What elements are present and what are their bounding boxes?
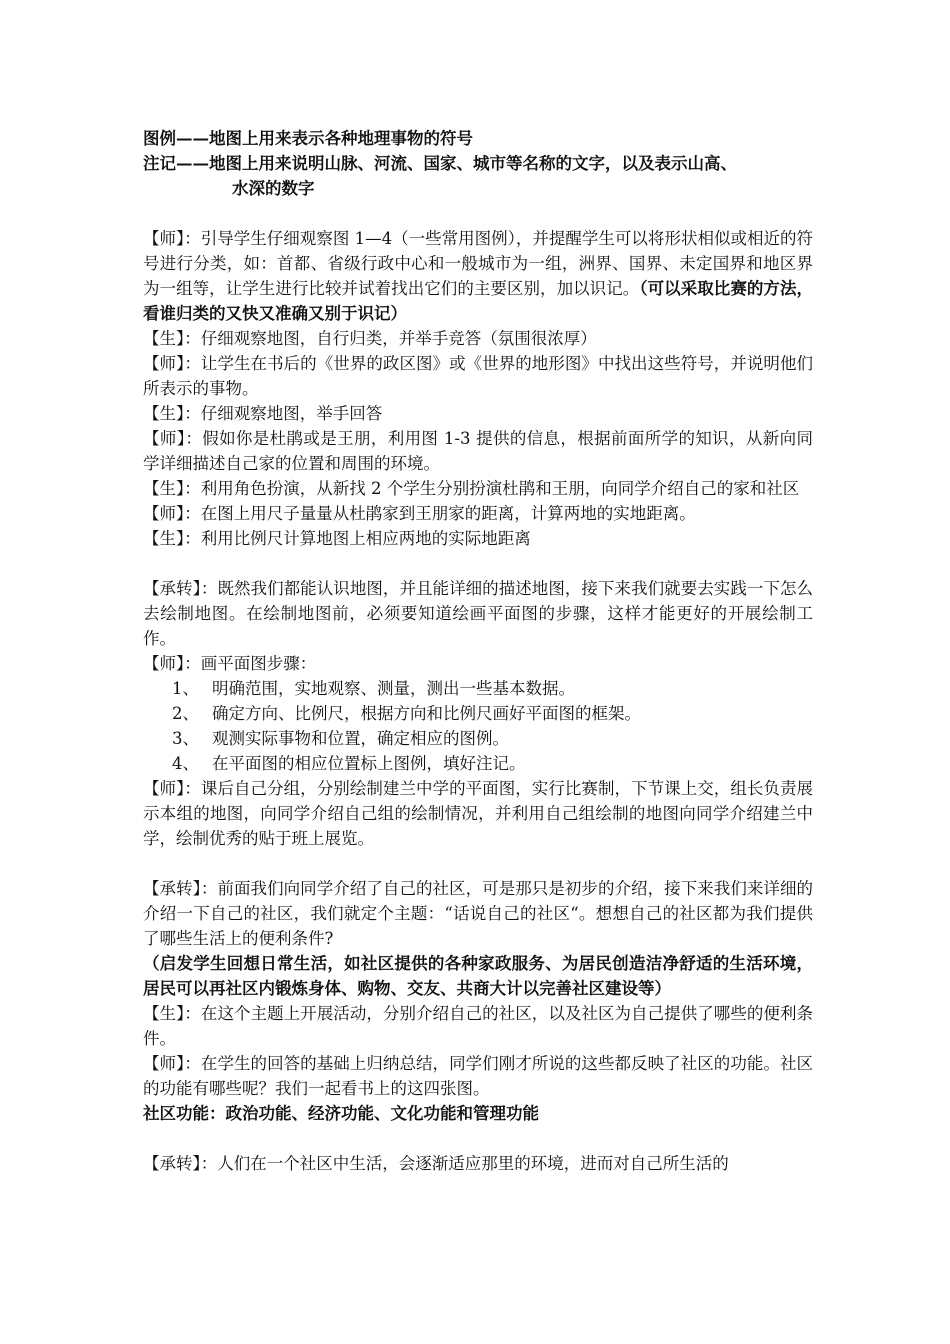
spacer — [143, 851, 813, 876]
step-text: 在平面图的相应位置标上图例，填好注记。 — [212, 754, 526, 773]
step-item — [143, 676, 813, 701]
step-text: 观测实际事物和位置，确定相应的图例。 — [212, 729, 509, 748]
transition-paragraph: 【承转】：既然我们都能认识地图，并且能详细的描述地图，接下来我们就要去实践一下怎么去绘制地图。在绘制地图前，必须要知道绘画平面图的步骤，这样才能更好的开展绘制工作。 — [143, 579, 813, 648]
step-number: 3、 — [172, 729, 199, 748]
document-body — [143, 126, 813, 1176]
teacher-instruction-text: 【师】：引导学生仔细观察图 1—4（一些常用图例），并提醒学生可以将形状相似或相近的符号进行分类，如：首都、省级行政中心和一般城市为一组，洲界、国界、未定国界和地区界为一组等，让学生进行比较并试着找出它们的主要区别，加以识记。 — [143, 229, 813, 298]
spacer — [143, 551, 813, 576]
teacher-paragraph: 【师】：假如你是杜鹃或是王朋，利用图 1-3 提供的信息，根据前面所学的知识，从新向同学详细描述自己家的位置和周围的环境。 — [143, 429, 813, 473]
transition-paragraph: 【承转】：人们在一个社区中生活，会逐渐适应那里的环境，进而对自己所生活的 — [143, 1154, 729, 1173]
teacher-paragraph: 【师】：在图上用尺子量量从杜鹃家到王朋家的距离，计算两地的实地距离。 — [143, 504, 696, 523]
student-response: 【生】：利用角色扮演，从新找 2 个学生分别扮演杜鹃和王朋，向同学介绍自己的家和社区 — [143, 479, 800, 498]
transition-paragraph: 【承转】：前面我们向同学介绍了自己的社区，可是那只是初步的介绍，接下来我们来详细的介绍一下自己的社区，我们就定个主题：“话说自己的社区“。想想自己的社区都为我们提供了哪些生活上的便利条件? — [143, 879, 813, 948]
legend-definition: 图例——地图上用来表示各种地理事物的符号 — [143, 129, 473, 148]
annotation-definition-continued: 水深的数字 — [232, 179, 315, 198]
student-response: 【生】：利用比例尺计算地图上相应两地的实际地距离 — [143, 529, 531, 548]
teacher-paragraph: 【师】：在学生的回答的基础上归纳总结，同学们刚才所说的这些都反映了社区的功能。社区的功能有哪些呢？我们一起看书上的这四张图。 — [143, 1054, 813, 1098]
step-item — [143, 726, 813, 751]
step-number: 2、 — [172, 704, 199, 723]
hint-paragraph: （启发学生回想日常生活，如社区提供的各种家政服务、为居民创造洁净舒适的生活环境，居民可以再社区内锻炼身体、购物、交友、共商大计以完善社区建设等） — [143, 954, 813, 998]
annotation-definition: 注记——地图上用来说明山脉、河流、国家、城市等名称的文字，以及表示山高、 — [143, 154, 737, 173]
step-text: 明确范围，实地观察、测量，测出一些基本数据。 — [212, 679, 575, 698]
student-response: 【生】：在这个主题上开展活动，分别介绍自己的社区，以及社区为自己提供了哪些的便利条件。 — [143, 1004, 813, 1048]
teacher-instruction-note: （可以采取比赛的方法，看谁归类的又快又准确又别于识记） — [143, 279, 814, 323]
teacher-steps-title: 【师】：画平面图步骤： — [143, 654, 317, 673]
teacher-paragraph: 【师】：让学生在书后的《世界的政区图》或《世界的地形图》中找出这些符号，并说明他们所表示的事物。 — [143, 354, 813, 398]
step-text: 确定方向、比例尺，根据方向和比例尺画好平面图的框架。 — [212, 704, 641, 723]
community-functions-heading: 社区功能：政治功能、经济功能、文化功能和管理功能 — [143, 1104, 539, 1123]
step-item — [143, 701, 813, 726]
teacher-paragraph-legend — [143, 226, 813, 326]
student-response: 【生】：仔细观察地图，举手回答 — [143, 404, 383, 423]
step-item — [143, 751, 813, 776]
spacer — [143, 1126, 813, 1151]
step-number: 1、 — [172, 679, 199, 698]
teacher-paragraph: 【师】：课后自己分组，分别绘制建兰中学的平面图，实行比赛制，下节课上交，组长负责展示本组的地图，向同学介绍自己组的绘制情况，并利用自己组绘制的地图向同学介绍建兰中学，绘制优秀的贴于班上展览。 — [143, 779, 813, 848]
step-number: 4、 — [172, 754, 199, 773]
student-response: 【生】：仔细观察地图，自行归类，并举手竞答（氛围很浓厚） — [143, 329, 597, 348]
spacer — [143, 201, 813, 226]
